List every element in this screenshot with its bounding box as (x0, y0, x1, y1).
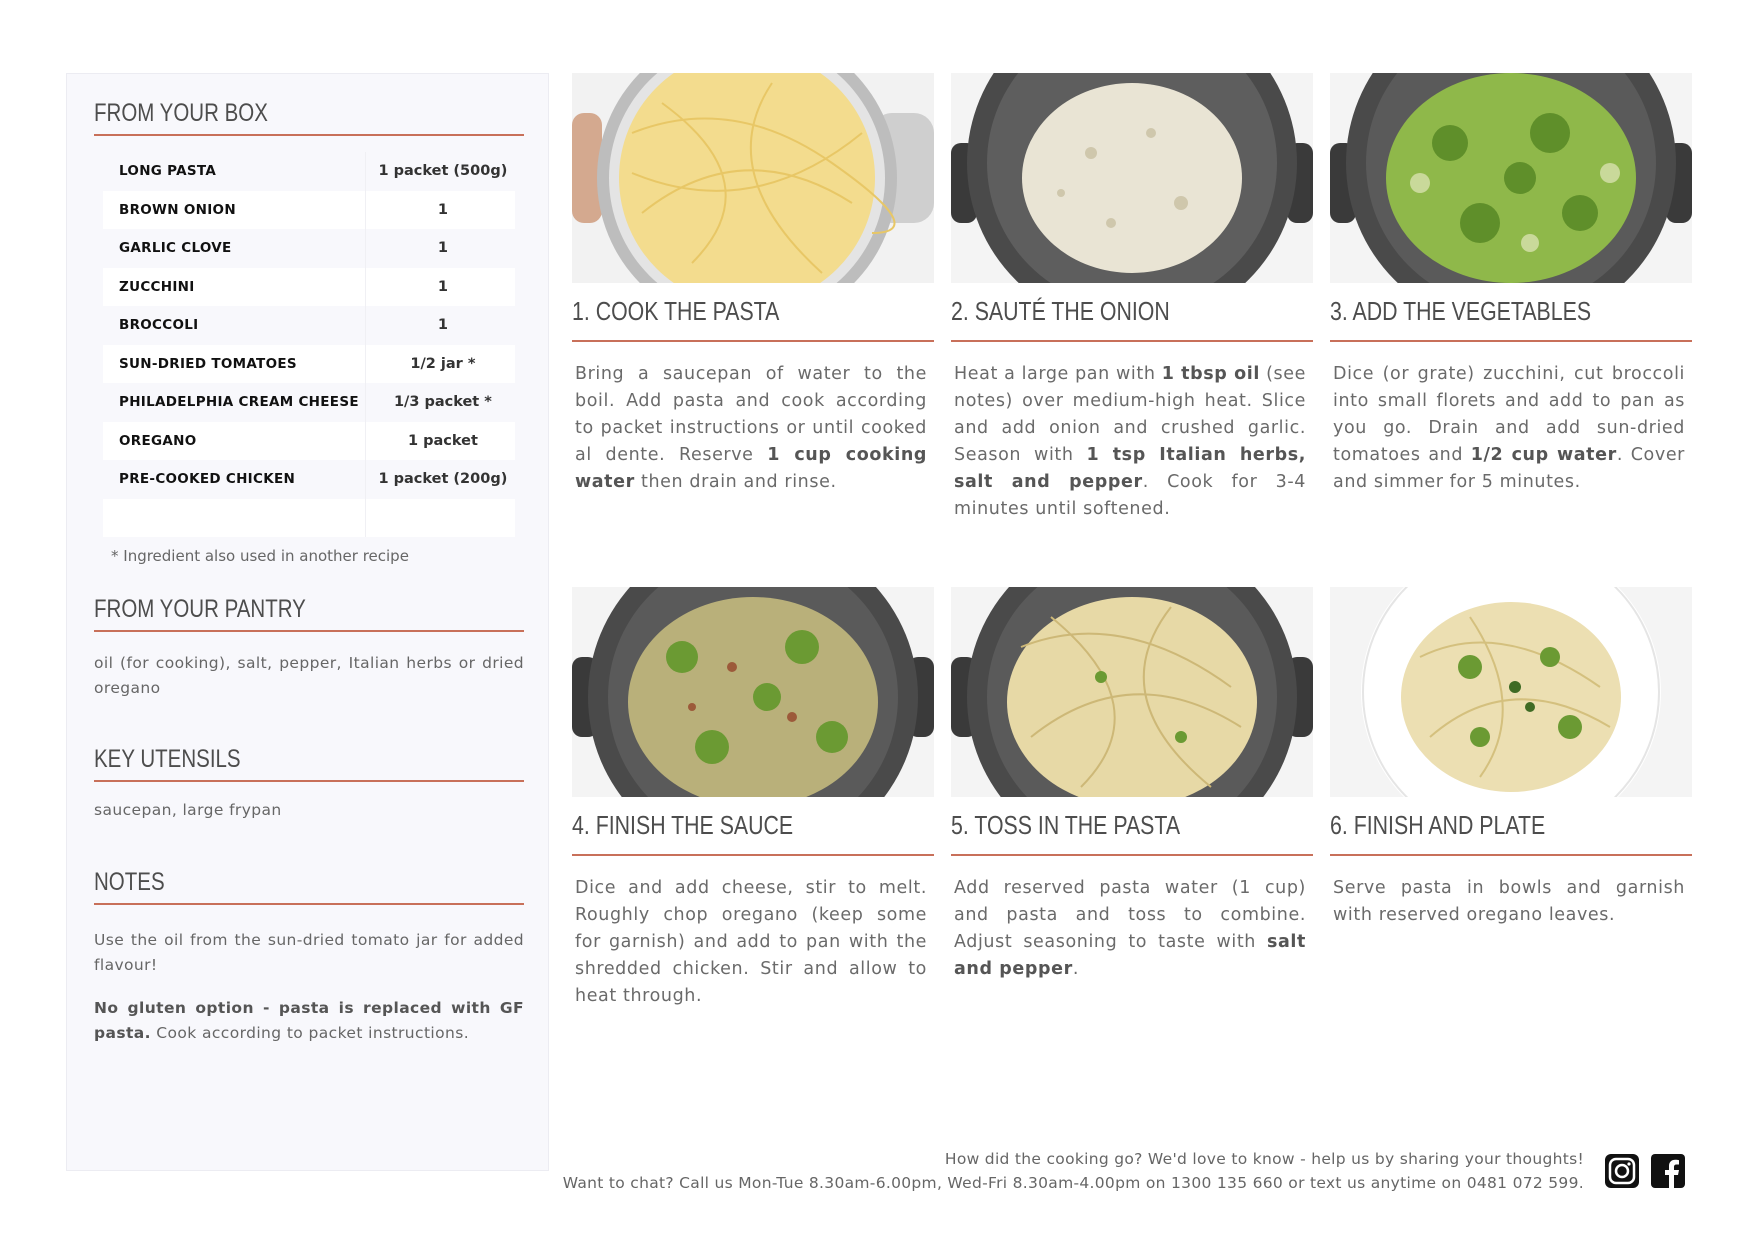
step-divider (572, 340, 934, 342)
ingredient-name: PHILADELPHIA CREAM CHEESE (119, 394, 359, 411)
ingredient-qty: 1 (437, 201, 448, 218)
pantry-text: oil (for cooking), salt, pepper, Italian herbs or dried oregano (94, 654, 524, 697)
ingredient-qty: 1 (437, 278, 448, 295)
section-divider (94, 134, 524, 136)
step-6-photo (1330, 587, 1692, 797)
step-title: 5. TOSS IN THE PASTA (951, 810, 1181, 840)
ingredient-row (103, 422, 515, 461)
ingredients-sidebar (66, 73, 549, 1171)
notes-text: Use the oil from the sun-dried tomato jar for added flavour! (94, 931, 524, 974)
step-text: Bring a saucepan of water to the boil. Add pasta and cook according to packet instructions or until cooked al dente. Reserve 1 cup cooking water then drain and rinse. (575, 364, 928, 492)
ingredient-qty: 1 packet (200g) (378, 471, 508, 488)
ingredient-name: BROCCOLI (119, 317, 199, 334)
ingredient-name: GARLIC CLOVE (119, 240, 232, 257)
step-title: 1. COOK THE PASTA (572, 296, 780, 326)
contact-line: Want to chat? Call us Mon-Tue 8.30am-6.00pm, Wed-Fri 8.30am-4.00pm on 1300 135 660 or text us anytime on 0481 072 599. (562, 1174, 1584, 1192)
step-divider (1330, 854, 1692, 856)
step-3-photo (1330, 73, 1692, 283)
facebook-icon[interactable] (1650, 1153, 1686, 1189)
key-utensils-title: KEY UTENSILS (94, 745, 241, 773)
step-text: Dice and add cheese, stir to melt. Roughly chop oregano (keep some for garnish) and add to pan with the shredded chicken. Stir and allow to heat through. (575, 878, 927, 1006)
from-your-pantry-title: FROM YOUR PANTRY (94, 595, 306, 623)
step-divider (572, 854, 934, 856)
step-text: Heat a large pan with 1 tbsp oil (see notes) over medium-high heat. Slice and add onion and crushed garlic. Season with 1 tsp Italian herbs, salt and pepper. Cook for 3-4 minutes until softened. (954, 364, 1307, 519)
ingredient-qty: 1/3 packet * (393, 394, 492, 411)
ingredient-row (103, 191, 515, 230)
ingredients-table (103, 152, 515, 537)
step-divider (951, 854, 1313, 856)
gluten-note (94, 996, 524, 1046)
step-text: Dice (or grate) zucchini, cut broccoli into small florets and add to pan as you go. Drain and add sun-dried tomatoes and 1/2 cup water. Cover and simmer for 5 minutes. (1333, 364, 1685, 492)
section-divider (94, 780, 524, 782)
instagram-icon[interactable] (1604, 1153, 1640, 1189)
ingredient-row-empty (103, 499, 515, 538)
ingredient-name: OREGANO (119, 432, 197, 449)
step-divider (1330, 340, 1692, 342)
gluten-note-bold: No gluten option - pasta is replaced with GF pasta. (94, 999, 524, 1042)
ingredient-name: LONG PASTA (119, 163, 217, 180)
ingredient-name: SUN-DRIED TOMATOES (119, 355, 297, 372)
step-text: Serve pasta in bowls and garnish with reserved oregano leaves. (1333, 878, 1685, 925)
step-divider (951, 340, 1313, 342)
ingredient-row (103, 152, 515, 191)
ingredient-row (103, 460, 515, 499)
from-your-box-title: FROM YOUR BOX (94, 99, 268, 127)
feedback-line: How did the cooking go? We'd love to know - help us by sharing your thoughts! (944, 1150, 1584, 1168)
notes-title: NOTES (94, 868, 165, 896)
ingredient-row (103, 229, 515, 268)
ingredient-name: ZUCCHINI (119, 278, 195, 295)
step-title: 2. SAUTÉ THE ONION (951, 296, 1170, 326)
ingredient-qty: 1 packet (407, 432, 478, 449)
ingredient-name: PRE-COOKED CHICKEN (119, 471, 296, 488)
step-title: 6. FINISH AND PLATE (1330, 810, 1546, 840)
ingredient-qty: 1/2 jar * (410, 355, 476, 372)
section-divider (94, 630, 524, 632)
ingredient-qty: 1 packet (500g) (378, 163, 508, 180)
ingredient-qty: 1 (437, 240, 448, 257)
ingredient-name: BROWN ONION (119, 201, 236, 218)
step-2-photo (951, 73, 1313, 283)
step-5-photo (951, 587, 1313, 797)
step-1-photo (572, 73, 934, 283)
step-text: Add reserved pasta water (1 cup) and pasta and toss to combine. Adjust seasoning to taste with salt and pepper. (954, 878, 1306, 979)
ingredient-footnote: * Ingredient also used in another recipe (111, 547, 409, 565)
ingredient-row (103, 383, 515, 422)
step-4-photo (572, 587, 934, 797)
ingredient-row (103, 268, 515, 307)
ingredient-row (103, 306, 515, 345)
utensils-text: saucepan, large frypan (94, 801, 282, 819)
ingredient-row (103, 345, 515, 384)
gluten-note-rest: Cook according to packet instructions. (150, 1024, 470, 1042)
ingredient-qty: 1 (437, 317, 448, 334)
step-title: 4. FINISH THE SAUCE (572, 810, 794, 840)
section-divider (94, 903, 524, 905)
step-title: 3. ADD THE VEGETABLES (1330, 296, 1592, 326)
